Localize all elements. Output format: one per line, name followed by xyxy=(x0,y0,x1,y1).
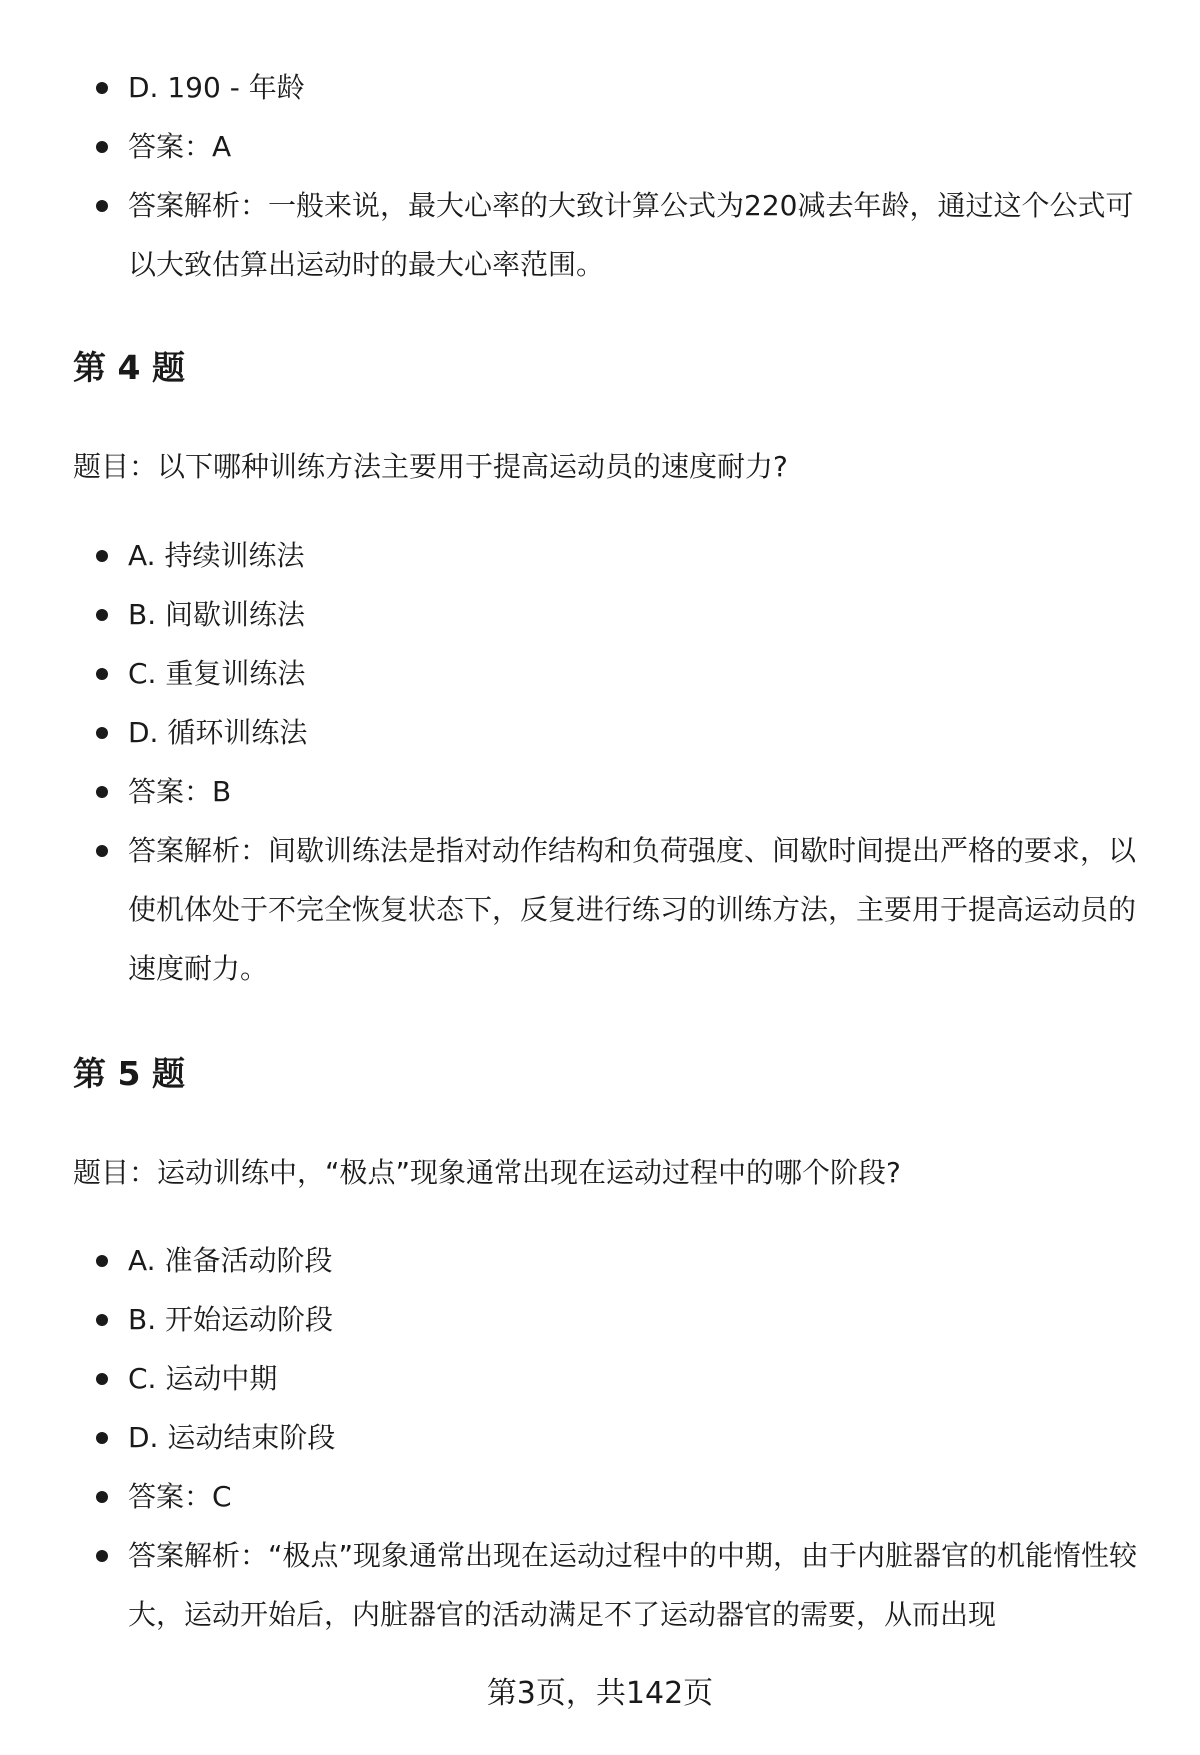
list-item: C. 重复训练法 xyxy=(0,644,1200,703)
bullet-icon xyxy=(96,609,108,621)
list-item: 答案解析：“极点”现象通常出现在运动过程中的中期，由于内脏器官的机能惰性较大，运动开始后，内脏器官的活动满足不了运动器官的需要，从而出现 xyxy=(0,1526,1200,1644)
list-item: A. 准备活动阶段 xyxy=(0,1231,1200,1290)
bullet-icon xyxy=(96,1491,108,1503)
list-item: 答案：C xyxy=(0,1467,1200,1526)
list-item: 答案：A xyxy=(0,117,1200,176)
list-item: D. 190 - 年龄 xyxy=(0,58,1200,117)
bullet-icon xyxy=(96,200,108,212)
bullet-icon xyxy=(96,845,108,857)
bullet-icon xyxy=(96,141,108,153)
bullet-icon xyxy=(96,668,108,680)
question-text: 题目：以下哪种训练方法主要用于提高运动员的速度耐力? xyxy=(73,450,788,483)
list-item: D. 运动结束阶段 xyxy=(0,1408,1200,1467)
list-item: 答案解析：间歇训练法是指对动作结构和负荷强度、间歇时间提出严格的要求，以使机体处于不完全恢复状态下，反复进行练习的训练方法，主要用于提高运动员的速度耐力。 xyxy=(0,821,1200,998)
list-item: 答案：B xyxy=(0,762,1200,821)
bullet-icon xyxy=(96,550,108,562)
q3-options xyxy=(0,58,1200,294)
bullet-icon xyxy=(96,1255,108,1267)
question-heading: 第 4 题 xyxy=(73,348,185,387)
bullet-icon xyxy=(96,1314,108,1326)
list-item: C. 运动中期 xyxy=(0,1349,1200,1408)
list-item: A. 持续训练法 xyxy=(0,526,1200,585)
bullet-icon xyxy=(96,727,108,739)
question-text: 题目：运动训练中，“极点”现象通常出现在运动过程中的哪个阶段? xyxy=(73,1156,901,1189)
question-heading: 第 5 题 xyxy=(73,1054,185,1093)
bullet-icon xyxy=(96,786,108,798)
bullet-icon xyxy=(96,82,108,94)
bullet-icon xyxy=(96,1432,108,1444)
page-number: 第3页，共142页 xyxy=(486,1676,714,1711)
list-item: D. 循环训练法 xyxy=(0,703,1200,762)
q5-options xyxy=(0,1231,1200,1644)
bullet-icon xyxy=(96,1373,108,1385)
list-item: B. 间歇训练法 xyxy=(0,585,1200,644)
list-item: B. 开始运动阶段 xyxy=(0,1290,1200,1349)
list-item: 答案解析：一般来说，最大心率的大致计算公式为220减去年龄，通过这个公式可以大致估算出运动时的最大心率范围。 xyxy=(0,176,1200,294)
q4-options xyxy=(0,526,1200,998)
bullet-icon xyxy=(96,1550,108,1562)
